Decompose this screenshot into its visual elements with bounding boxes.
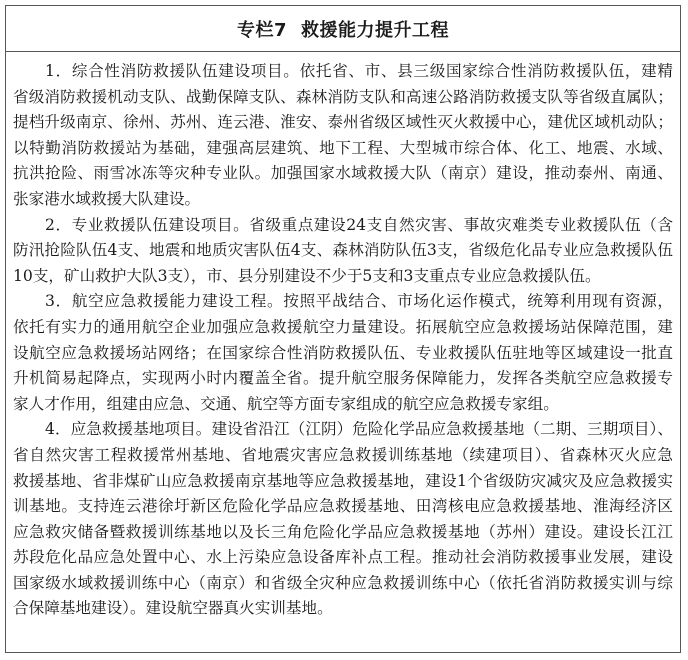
paragraph-line: 以特勤消防救援站为基础，建强高层建筑、地下工程、大型城市综合体、化工、地震、水域、 bbox=[13, 138, 673, 157]
paragraph-line: 省级消防救援机动支队、战勤保障支队、森林消防支队和高速公路消防救援支队等省级直属队； bbox=[13, 87, 673, 106]
paragraph-line: 省自然灾害工程救援常州基地、省地震灾害应急救援训练基地（续建项目）、省森林灭火应急 bbox=[13, 445, 673, 464]
project-paragraph bbox=[13, 289, 673, 417]
paragraph-line: 应急救灾储备暨救援训练基地以及长三角危险化学品应急救援基地（苏州）建设。建设长江江 bbox=[13, 522, 673, 541]
paragraph-line: 苏段危化品应急处置中心、水上污染应急设备库补点工程。推动社会消防救援事业发展，建设 bbox=[13, 548, 673, 567]
column-box bbox=[5, 5, 681, 653]
paragraph-line: 国家级水域救援训练中心（南京）和省级全灾种应急救援训练中心（依托省消防救援实训与综 bbox=[13, 573, 673, 592]
paragraph-line: 3．航空应急救援能力建设工程。按照平战结合、市场化运作模式，统筹利用现有资源， bbox=[45, 292, 673, 311]
paragraph-line: 2．专业救援队伍建设项目。省级重点建设24支自然灾害、事故灾难类专业救援队伍（含 bbox=[45, 215, 673, 234]
paragraph-line: 家人才作用，组建由应急、交通、航空等方面专家组成的航空应急救援专家组。 bbox=[13, 394, 559, 413]
paragraph-line: 提档升级南京、徐州、苏州、连云港、淮安、泰州省级区域性灭火救援中心，建优区域机动队； bbox=[13, 113, 673, 132]
paragraph-line: 1．综合性消防救援队伍建设项目。依托省、市、县三级国家综合性消防救援队伍，建精 bbox=[45, 62, 673, 80]
column-heading: 救援能力提升工程 bbox=[301, 19, 450, 41]
paragraph-line: 依托有实力的通用航空企业加强应急救援航空力量建设。拓展航空应急救援场站保障范围，建 bbox=[13, 317, 673, 336]
project-paragraph bbox=[13, 417, 673, 622]
paragraph-line: 4．应急救援基地项目。建设省沿江（江阴）危险化学品应急救援基地（二期、三期项目）、 bbox=[45, 420, 673, 439]
column-content bbox=[6, 52, 680, 622]
paragraph-line: 升机简易起降点，实现两小时内覆盖全省。提升航空服务保障能力，发挥各类航空应急救援专 bbox=[13, 369, 673, 388]
paragraph-line: 设航空应急救援场站网络；在国家综合性消防救援队伍、专业救援队伍驻地等区域建设一批直 bbox=[13, 343, 673, 362]
paragraph-line: 10支，矿山救护大队3支），市、县分别建设不少于5支和3支重点专业应急救援队伍。 bbox=[13, 266, 601, 285]
paragraph-line: 防汛抢险队伍4支、地震和地质灾害队伍4支、森林消防队伍3支，省级危化品专业应急救援队伍 bbox=[13, 241, 673, 260]
paragraph-line: 训基地。支持连云港徐圩新区危险化学品应急救援基地、田湾核电应急救援基地、淮海经济区 bbox=[13, 497, 673, 516]
column-title bbox=[6, 6, 680, 52]
paragraph-line: 合保障基地建设）。建设航空器真火实训基地。 bbox=[13, 599, 333, 618]
project-paragraph bbox=[13, 59, 673, 213]
paragraph-line: 抗洪抢险、雨雪冰冻等灾种专业队。加强国家水域救援大队（南京）建设，推动泰州、南通、 bbox=[13, 164, 673, 183]
paragraph-line: 张家港水域救援大队建设。 bbox=[13, 189, 201, 208]
project-paragraph bbox=[13, 213, 673, 290]
column-number: 专栏7 bbox=[236, 19, 288, 41]
paragraph-line: 救援基地、省非煤矿山应急救援南京基地等应急救援基地，建设1个省级防灾减灾及应急救援实 bbox=[13, 471, 673, 490]
